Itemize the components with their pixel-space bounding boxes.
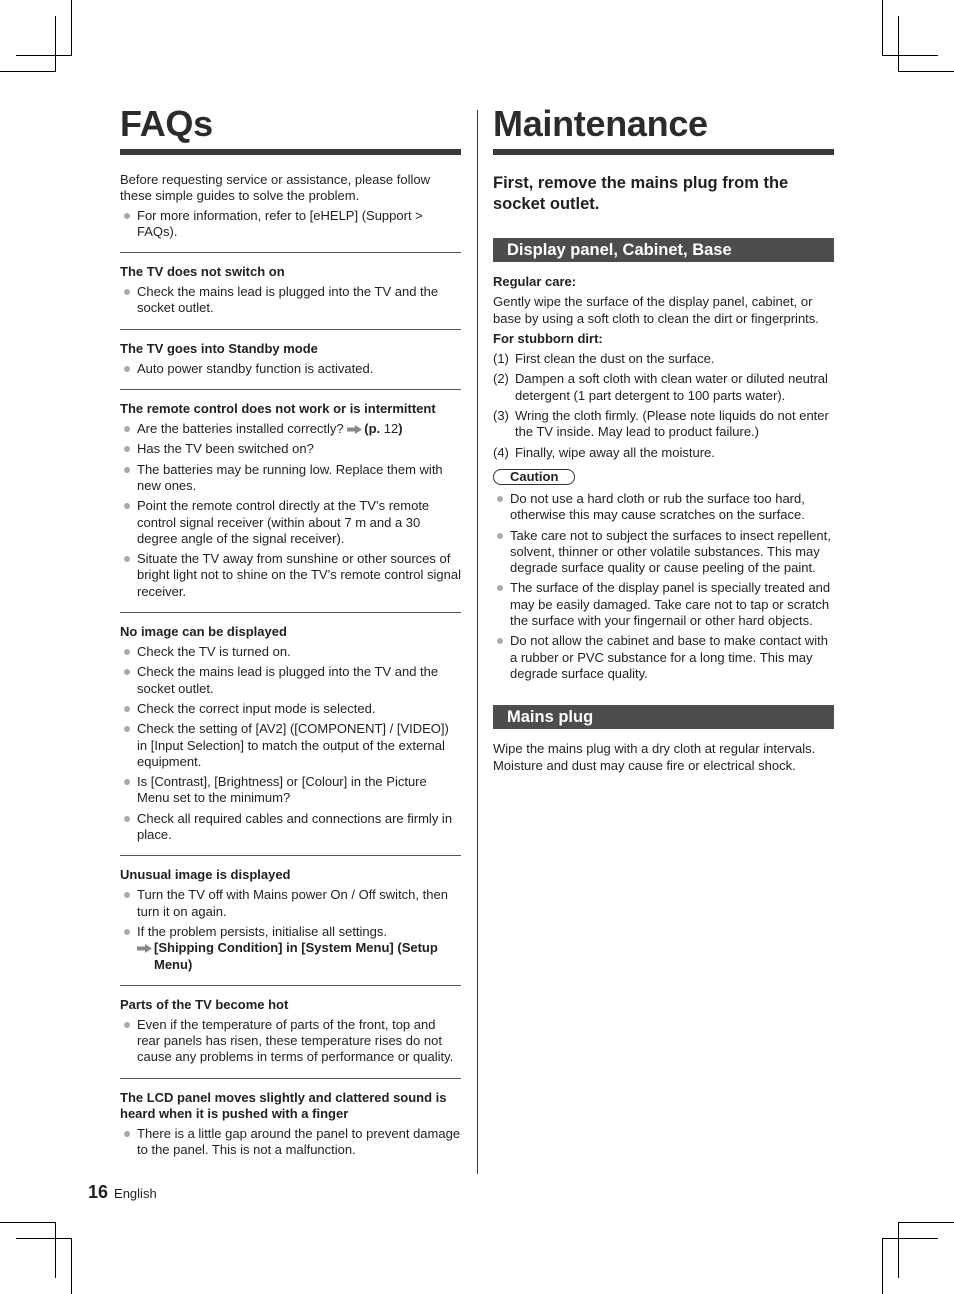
faq-heading: Parts of the TV become hot: [120, 996, 289, 1012]
list-item: There is a little gap around the panel to prevent damage to the panel. This is not a malfunction.: [120, 1126, 461, 1159]
column-divider: [477, 110, 478, 1174]
crop-mark: [55, 1222, 56, 1278]
regular-care-text: Gently wipe the surface of the display panel, cabinet, or base by using a soft cloth to clean the dirt or fingerprints.: [493, 294, 819, 326]
list-item: Point the remote control directly at the TV’s remote control signal receiver (within about 7 m and a 30 degree angle of the signal receiver).: [120, 498, 461, 547]
faq-section: [120, 985, 461, 1066]
section-band-mains-plug: Mains plug: [493, 705, 834, 729]
faq-section: [120, 1078, 461, 1159]
step-text: Finally, wipe away all the moisture.: [515, 444, 715, 460]
list-item: Check the mains lead is plugged into the TV and the socket outlet.: [120, 284, 461, 317]
list-item: Check the TV is turned on.: [120, 644, 461, 660]
menu-path-ref: [Shipping Condition] in [System Menu] (Setup Menu): [154, 940, 438, 972]
crop-mark: [882, 1239, 883, 1294]
list-item: Situate the TV away from sunshine or other sources of bright light not to shine on the TV’s remote control signal receiver.: [120, 551, 461, 600]
language-label: English: [114, 1186, 157, 1201]
list-item: [120, 924, 461, 973]
faq-heading: The remote control does not work or is intermittent: [120, 401, 436, 417]
faq-section: [120, 389, 461, 600]
step-number: (4): [493, 444, 509, 460]
step-text: First clean the dust on the surface.: [515, 351, 715, 367]
crop-mark: [0, 71, 55, 72]
crop-mark: [899, 1222, 954, 1223]
maintenance-title: Maintenance: [493, 100, 834, 155]
arrow-right-icon: [137, 944, 152, 953]
list-item: Do not allow the cabinet and base to make contact with a rubber or PVC substance for a long time. This may degrade surface quality.: [493, 633, 834, 682]
list-item: Auto power standby function is activated.: [120, 361, 461, 377]
crop-mark: [71, 1239, 72, 1294]
caution-badge: Caution: [493, 469, 575, 485]
list-item: The surface of the display panel is specially treated and may be easily damaged. Take care not to tap or scratch the surface with your fingernail or other hard objects.: [493, 580, 834, 629]
faq-section: [120, 612, 461, 843]
list-item: [493, 445, 834, 461]
faq-heading: The TV goes into Standby mode: [120, 340, 318, 356]
list-item: Take care not to subject the surfaces to insect repellent, solvent, thinner or other volatile substances. This may degrade surface quality or cause peeling of the paint.: [493, 528, 834, 577]
list-item: Is [Contrast], [Brightness] or [Colour] in the Picture Menu set to the minimum?: [120, 774, 461, 807]
regular-care-label: Regular care:: [493, 274, 577, 289]
page-footer: [88, 1184, 157, 1202]
list-item: Check the setting of [AV2] ([COMPONENT] / [VIDEO]) in [Input Selection] to match the output of the external equipment.: [120, 721, 461, 770]
list-item: [493, 408, 834, 441]
step-text: Dampen a soft cloth with clean water or diluted neutral detergent (1 part detergent to 100 parts water).: [515, 371, 828, 403]
faqs-intro: Before requesting service or assistance, please follow these simple guides to solve the problem.: [120, 172, 430, 204]
faq-section: [120, 855, 461, 972]
list-item: Check all required cables and connections are firmly in place.: [120, 811, 461, 844]
list-item: Turn the TV off with Mains power On / Off switch, then turn it on again.: [120, 887, 461, 920]
crop-mark: [71, 0, 72, 55]
section-band-display-panel: Display panel, Cabinet, Base: [493, 238, 834, 262]
crop-mark: [899, 71, 954, 72]
step-number: (3): [493, 408, 509, 424]
faq-heading: No image can be displayed: [120, 624, 287, 640]
list-item: [493, 351, 834, 367]
list-item: Do not use a hard cloth or rub the surface too hard, otherwise this may cause scratches on the surface.: [493, 491, 834, 524]
faq-section: [120, 329, 461, 377]
faqs-title: FAQs: [120, 100, 461, 155]
arrow-right-icon: [347, 425, 362, 434]
faq-heading: Unusual image is displayed: [120, 867, 291, 883]
crop-mark: [898, 1222, 899, 1278]
cleaning-steps: [493, 351, 834, 461]
crop-mark: [882, 0, 883, 55]
maintenance-column: [493, 100, 834, 774]
faqs-intro-list: [120, 208, 461, 241]
crop-mark: [16, 55, 72, 56]
step-number: (1): [493, 351, 509, 367]
list-item: Check the correct input mode is selected.: [120, 701, 461, 717]
faq-heading: The TV does not switch on: [120, 264, 285, 280]
faqs-column: [120, 100, 461, 1162]
list-item: Has the TV been switched on?: [120, 441, 461, 457]
list-item: The batteries may be running low. Replace them with new ones.: [120, 462, 461, 495]
caution-list: [493, 491, 834, 682]
crop-mark: [0, 1222, 55, 1223]
crop-mark: [898, 16, 899, 72]
crop-mark: [882, 1238, 938, 1239]
stubborn-dirt-label: For stubborn dirt:: [493, 330, 603, 346]
faq-section: [120, 252, 461, 317]
crop-mark: [55, 16, 56, 72]
page-ref-number: 12: [380, 421, 399, 437]
list-item: [493, 371, 834, 404]
crop-mark: [882, 55, 938, 56]
list-item: Check the mains lead is plugged into the TV and the socket outlet.: [120, 664, 461, 697]
page-number: 16: [88, 1182, 109, 1202]
list-item: [120, 421, 461, 437]
list-item: For more information, refer to [eHELP] (Support > FAQs).: [120, 208, 461, 241]
step-text: Wring the cloth firmly. (Please note liquids do not enter the TV inside. May lead to product failure.): [515, 408, 829, 440]
step-number: (2): [493, 371, 509, 387]
maintenance-subtitle: First, remove the mains plug from the socket outlet.: [493, 174, 789, 213]
mains-plug-text: Wipe the mains plug with a dry cloth at regular intervals. Moisture and dust may cause fire or electrical shock.: [493, 741, 816, 773]
crop-mark: [16, 1238, 72, 1239]
page-ref: (p.: [364, 421, 381, 437]
page-ref-close: ): [398, 421, 403, 437]
list-item: Even if the temperature of parts of the front, top and rear panels has risen, these temperature rises do not cause any problems in terms of performance or quality.: [120, 1017, 461, 1066]
list-item-text: Are the batteries installed correctly?: [137, 421, 344, 437]
list-item-text: If the problem persists, initialise all settings.: [137, 923, 387, 939]
faq-heading: The LCD panel moves slightly and clattered sound is heard when it is pushed with a finger: [120, 1089, 447, 1121]
